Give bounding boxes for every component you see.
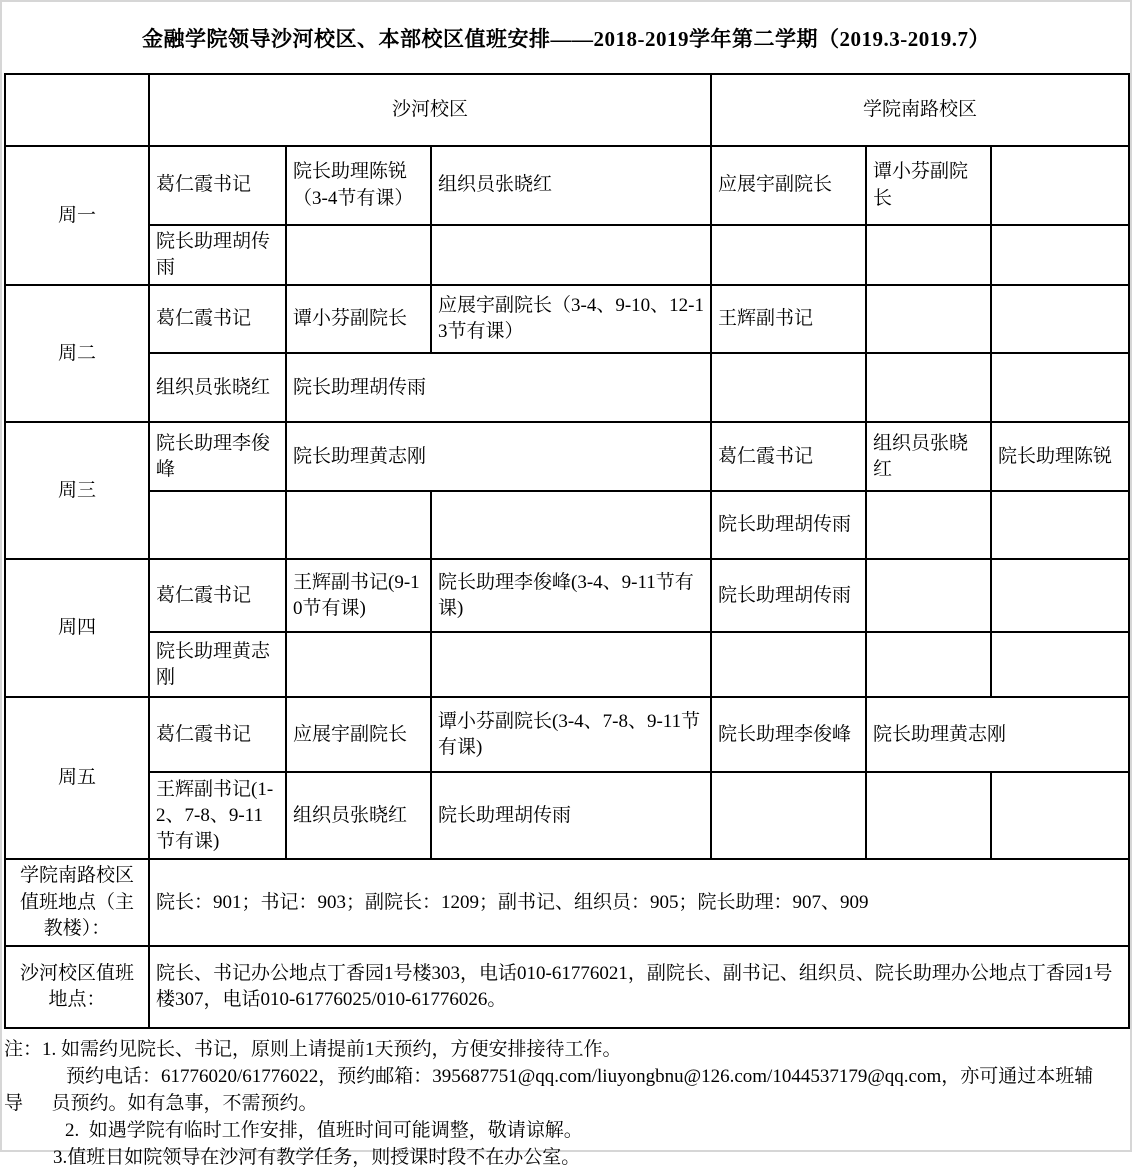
empty-cell xyxy=(991,772,1129,859)
schedule-cell: 谭小芬副院长(3-4、7-8、9-11节有课) xyxy=(431,697,711,772)
day-cell-friday: 周五 xyxy=(5,697,149,859)
schedule-cell: 院长助理陈锐（3-4节有课） xyxy=(286,146,431,225)
schedule-cell: 组织员张晓红 xyxy=(286,772,431,859)
empty-cell xyxy=(711,632,866,697)
campus-header-row xyxy=(5,74,1129,146)
empty-cell xyxy=(431,225,711,285)
note-line: 2. 如遇学院有临时工作安排，值班时间可能调整，敬请谅解。 xyxy=(65,1120,583,1142)
schedule-cell: 应展宇副院长 xyxy=(286,697,431,772)
schedule-cell: 葛仁霞书记 xyxy=(711,422,866,491)
page-title: 金融学院领导沙河校区、本部校区值班安排——2018-2019学年第二学期（2019.3-2019.7） xyxy=(142,26,990,51)
schedule-cell: 王辉副书记 xyxy=(711,285,866,353)
schedule-cell: 院长助理胡传雨 xyxy=(149,225,286,285)
schedule-cell: 院长助理胡传雨 xyxy=(711,491,866,559)
schedule-cell: 应展宇副院长（3-4、9-10、12-13节有课） xyxy=(431,285,711,353)
empty-cell xyxy=(866,632,991,697)
empty-cell xyxy=(711,353,866,422)
schedule-cell: 组织员张晓红 xyxy=(431,146,711,225)
schedule-cell: 院长助理李俊峰 xyxy=(149,422,286,491)
campus-header-south: 学院南路校区 xyxy=(711,74,1129,146)
empty-cell xyxy=(991,491,1129,559)
friday-row-1 xyxy=(5,697,1129,772)
empty-cell xyxy=(866,559,991,632)
friday-row-2 xyxy=(5,772,1129,859)
tuesday-row-2 xyxy=(5,353,1129,422)
schedule-cell: 组织员张晓红 xyxy=(866,422,991,491)
empty-cell xyxy=(711,225,866,285)
schedule-cell: 院长助理黄志刚 xyxy=(149,632,286,697)
empty-cell xyxy=(991,285,1129,353)
empty-cell xyxy=(991,353,1129,422)
schedule-cell: 谭小芬副院长 xyxy=(286,285,431,353)
empty-cell xyxy=(286,225,431,285)
tuesday-row-1 xyxy=(5,285,1129,353)
shahe-location-row xyxy=(5,946,1129,1028)
note-line: 预约电话：61776020/61776022，预约邮箱：395687751@qq.com/liuyongbnu@126.com/1044537179@qq.com，亦可通过本班辅 xyxy=(66,1066,1094,1088)
empty-cell xyxy=(866,353,991,422)
empty-cell xyxy=(991,146,1129,225)
empty-cell xyxy=(866,491,991,559)
monday-row-2 xyxy=(5,225,1129,285)
schedule-cell: 葛仁霞书记 xyxy=(149,146,286,225)
empty-cell xyxy=(866,772,991,859)
wednesday-row-1 xyxy=(5,422,1129,491)
south-location-content: 院长：901；书记：903；副院长：1209；副书记、组织员：905；院长助理：907、909 xyxy=(149,859,1129,946)
schedule-cell: 院长助理黄志刚 xyxy=(286,422,711,491)
thursday-row-2 xyxy=(5,632,1129,697)
schedule-cell: 组织员张晓红 xyxy=(149,353,286,422)
schedule-cell: 院长助理陈锐 xyxy=(991,422,1129,491)
schedule-cell: 谭小芬副院长 xyxy=(866,146,991,225)
schedule-cell: 院长助理黄志刚 xyxy=(866,697,1129,772)
empty-cell xyxy=(866,285,991,353)
footnotes xyxy=(2,1029,1130,1171)
day-cell-monday: 周一 xyxy=(5,146,149,285)
empty-cell xyxy=(711,772,866,859)
south-location-row xyxy=(5,859,1129,946)
schedule-cell: 王辉副书记(9-10节有课) xyxy=(286,559,431,632)
schedule-cell: 院长助理胡传雨 xyxy=(286,353,711,422)
monday-row-1 xyxy=(5,146,1129,225)
schedule-cell: 院长助理胡传雨 xyxy=(431,772,711,859)
day-cell-wednesday: 周三 xyxy=(5,422,149,559)
schedule-cell: 院长助理李俊峰 xyxy=(711,697,866,772)
shahe-location-content: 院长、书记办公地点丁香园1号楼303，电话010-61776021，副院长、副书记、组织员、院长助理办公地点丁香园1号楼307，电话010-61776025/010-61776026。 xyxy=(149,946,1129,1028)
schedule-cell: 院长助理李俊峰(3-4、9-11节有课) xyxy=(431,559,711,632)
schedule-cell: 应展宇副院长 xyxy=(711,146,866,225)
schedule-cell: 王辉副书记(1-2、7-8、9-11节有课) xyxy=(149,772,286,859)
schedule-cell: 院长助理胡传雨 xyxy=(711,559,866,632)
note-line: 导 员预约。如有急事，不需预约。 xyxy=(4,1093,318,1115)
empty-cell xyxy=(991,225,1129,285)
shahe-location-label: 沙河校区值班地点： xyxy=(5,946,149,1028)
day-cell-tuesday: 周二 xyxy=(5,285,149,422)
empty-cell xyxy=(286,491,431,559)
schedule-cell: 葛仁霞书记 xyxy=(149,559,286,632)
note-line: 3.值班日如院领导在沙河有教学任务，则授课时段不在办公室。 xyxy=(53,1147,581,1169)
schedule-cell: 葛仁霞书记 xyxy=(149,697,286,772)
empty-cell xyxy=(991,632,1129,697)
schedule-cell: 葛仁霞书记 xyxy=(149,285,286,353)
wednesday-row-2 xyxy=(5,491,1129,559)
south-location-label: 学院南路校区值班地点（主教楼）： xyxy=(5,859,149,946)
empty-cell xyxy=(866,225,991,285)
empty-cell xyxy=(991,559,1129,632)
duty-schedule-table xyxy=(4,73,1130,1029)
empty-corner-cell xyxy=(5,74,149,146)
empty-cell xyxy=(149,491,286,559)
day-cell-thursday: 周四 xyxy=(5,559,149,697)
campus-header-shahe: 沙河校区 xyxy=(149,74,711,146)
empty-cell xyxy=(286,632,431,697)
empty-cell xyxy=(431,632,711,697)
note-line: 注：1. 如需约见院长、书记，原则上请提前1天预约，方便安排接待工作。 xyxy=(4,1039,622,1061)
thursday-row-1 xyxy=(5,559,1129,632)
empty-cell xyxy=(431,491,711,559)
